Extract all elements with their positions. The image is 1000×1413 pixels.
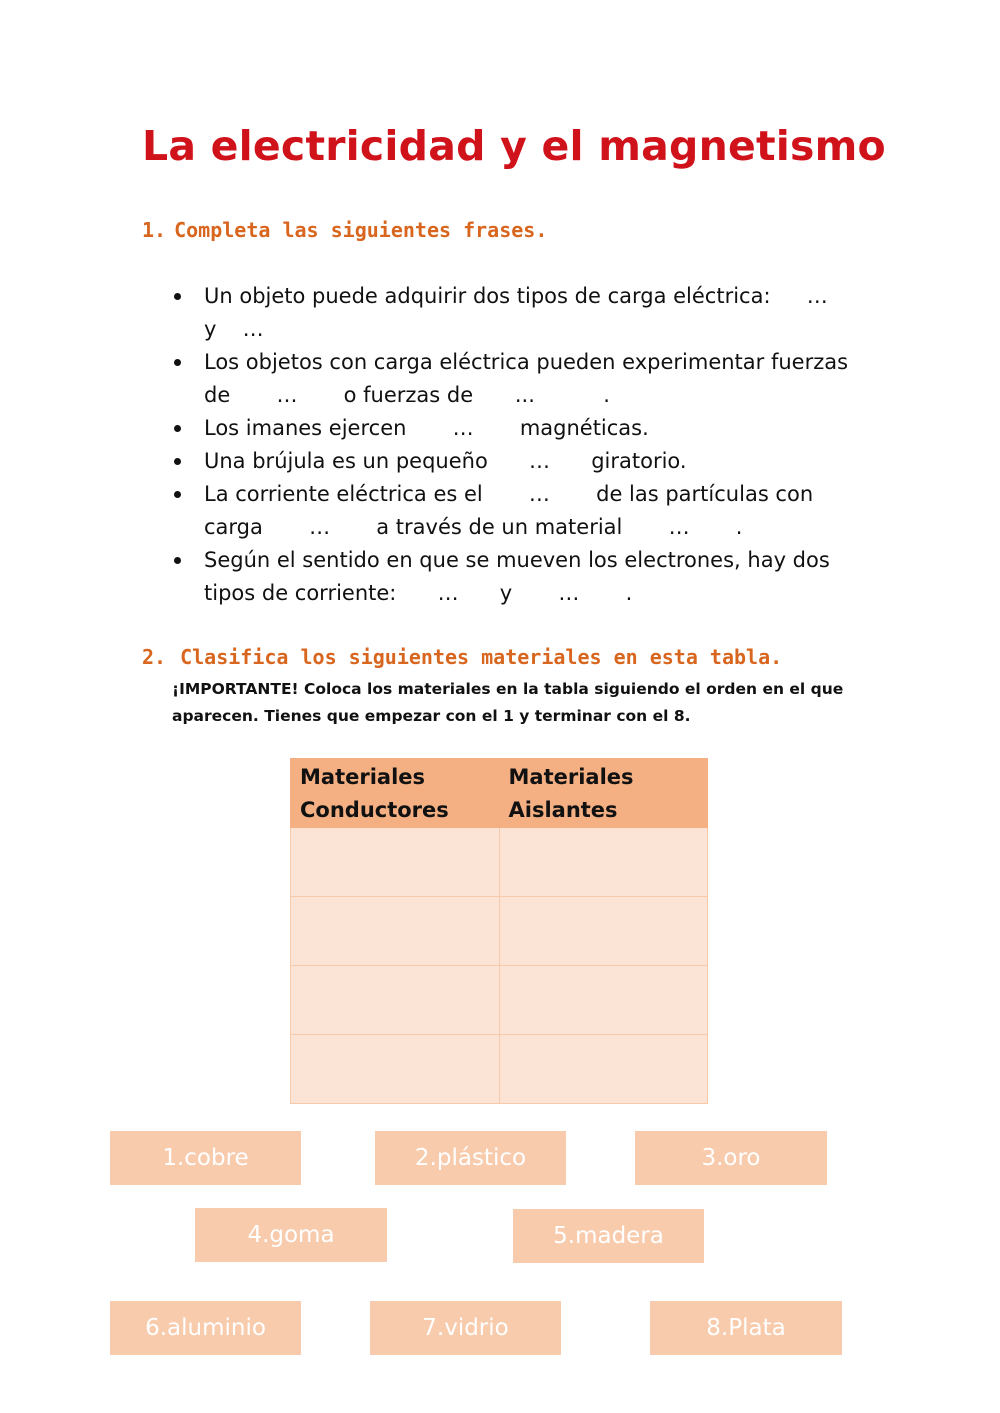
page-title: La electricidad y el magnetismo: [142, 122, 886, 170]
drop-cell-conductores[interactable]: [291, 897, 500, 966]
materials-table: [290, 758, 708, 1104]
section-1-title: Completa las siguientes frases.: [174, 218, 548, 242]
material-tag-cobre[interactable]: 1.cobre: [110, 1131, 301, 1185]
blank-field[interactable]: …: [242, 317, 264, 341]
sentence-text: o fuerzas de: [343, 383, 474, 407]
material-tag-plata[interactable]: 8.Plata: [650, 1301, 842, 1355]
drop-cell-aislantes[interactable]: [499, 828, 708, 897]
sentence-text: .: [625, 581, 633, 605]
sentence-text: .: [735, 515, 743, 539]
drop-cell-aislantes[interactable]: [499, 1035, 708, 1104]
sentence-text: de las partículas con carga: [204, 482, 814, 539]
material-tag-vidrio[interactable]: 7.vidrio: [370, 1301, 561, 1355]
section-2-title: Clasifica los siguientes materiales en esta tabla.: [180, 645, 783, 669]
sentence-text: La corriente eléctrica es el: [204, 482, 483, 506]
material-tag-madera[interactable]: 5.madera: [513, 1209, 704, 1263]
sentence-text: a través de un material: [376, 515, 623, 539]
sentence-text: y: [204, 317, 217, 341]
drop-cell-conductores[interactable]: [291, 1035, 500, 1104]
table-header-row: [291, 759, 708, 828]
blank-field[interactable]: …: [452, 416, 474, 440]
material-tag-aluminio[interactable]: 6.aluminio: [110, 1301, 301, 1355]
important-note: ¡IMPORTANTE! Coloca los materiales en la tabla siguiendo el orden en el que aparecen. Tienes que empezar con el 1 y terminar con el 8.: [172, 680, 844, 725]
sentence-text: Un objeto puede adquirir dos tipos de carga eléctrica:: [204, 284, 771, 308]
sentence-2: [172, 346, 862, 412]
sentence-text: Los imanes ejercen: [204, 416, 407, 440]
blank-field[interactable]: …: [528, 482, 550, 506]
sentence-text: magnéticas.: [519, 416, 649, 440]
blank-field[interactable]: …: [276, 383, 298, 407]
sentence-text: y: [499, 581, 513, 605]
table-row: [291, 966, 708, 1035]
section-2-number: 2.: [142, 645, 167, 669]
blank-field[interactable]: …: [806, 284, 828, 308]
blank-field[interactable]: ...: [514, 383, 535, 407]
bullet-icon: [174, 458, 181, 465]
sentence-5: [172, 478, 862, 544]
sentence-1: [172, 280, 862, 346]
section-1-number: 1.: [142, 218, 167, 242]
table-row: [291, 897, 708, 966]
blank-field[interactable]: …: [558, 581, 580, 605]
table-row: [291, 1035, 708, 1104]
material-tag-oro[interactable]: 3.oro: [635, 1131, 827, 1185]
section-2-heading: [142, 645, 782, 669]
section-1-heading: [142, 218, 547, 242]
bullet-icon: [174, 293, 181, 300]
drop-cell-conductores[interactable]: [291, 828, 500, 897]
sentence-text: Una brújula es un pequeño: [204, 449, 488, 473]
material-tag-plastico[interactable]: 2.plástico: [375, 1131, 566, 1185]
sentence-4: [172, 445, 862, 478]
drop-cell-conductores[interactable]: [291, 966, 500, 1035]
blank-field[interactable]: …: [309, 515, 331, 539]
sentence-text: Según el sentido en que se mueven los electrones, hay dos tipos de corriente:: [204, 548, 830, 605]
bullet-icon: [174, 491, 181, 498]
blank-field[interactable]: …: [529, 449, 551, 473]
bullet-icon: [174, 425, 181, 432]
sentence-3: [172, 412, 862, 445]
material-tag-goma[interactable]: 4.goma: [195, 1208, 387, 1262]
sentence-6: [172, 544, 862, 610]
sentence-list: [172, 280, 862, 610]
drop-cell-aislantes[interactable]: [499, 897, 708, 966]
bullet-icon: [174, 557, 181, 564]
blank-field[interactable]: …: [437, 581, 459, 605]
sentence-text: Los objetos con carga eléctrica pueden experimentar fuerzas de: [204, 350, 849, 407]
sentence-text: .: [603, 383, 610, 407]
sentence-text: giratorio.: [591, 449, 687, 473]
column-header-conductores: Materiales Conductores: [291, 759, 500, 828]
blank-field[interactable]: …: [668, 515, 690, 539]
table-row: [291, 828, 708, 897]
drop-cell-aislantes[interactable]: [499, 966, 708, 1035]
bullet-icon: [174, 359, 181, 366]
column-header-aislantes: Materiales Aislantes: [499, 759, 708, 828]
